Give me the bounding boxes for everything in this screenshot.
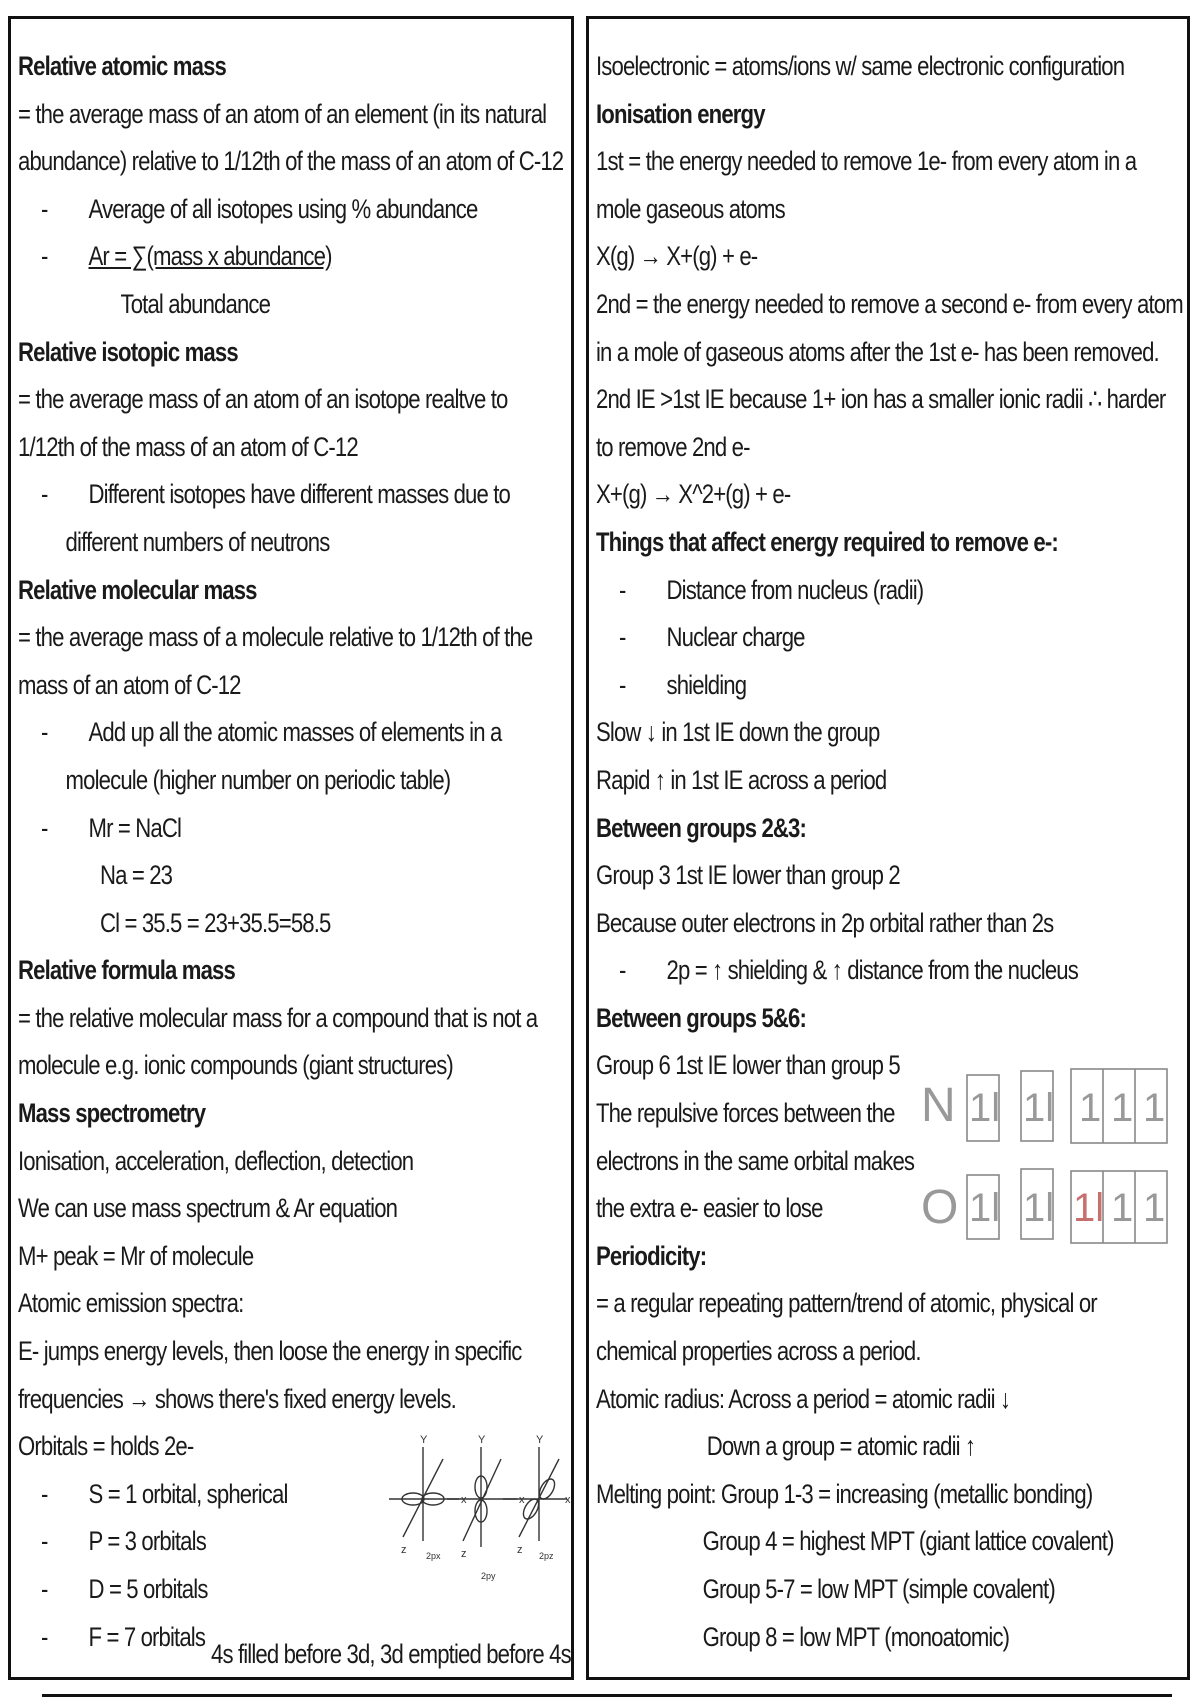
orbital-x-label: x: [461, 1494, 467, 1506]
line-text: shielding: [666, 669, 747, 700]
orbital-note: 4s filled before 3d, 3d emptied before 4s: [211, 1639, 571, 1669]
right-notes-content: [596, 43, 1183, 1661]
note-line: [596, 138, 1137, 186]
note-line: [18, 1042, 468, 1090]
line-text: = the relative molecular mass for a compound that is not a: [18, 1002, 538, 1033]
line-text: = the average mass of an atom of an isotope realtve to: [18, 384, 508, 415]
note-line: [596, 900, 1077, 948]
note-line: [596, 757, 1077, 805]
note-line: [18, 995, 538, 1043]
line-text: Slow ↓ in 1st IE down the group: [596, 717, 880, 748]
bullet-item: [596, 947, 1077, 995]
bullet-dash: -: [40, 717, 48, 748]
line-text: Periodicity:: [596, 1240, 707, 1271]
unpaired-electron: 1: [1111, 1186, 1134, 1230]
note-line: [18, 138, 564, 186]
line-text: Mass spectrometry: [18, 1098, 206, 1129]
bullet-item: [18, 709, 502, 757]
note-line: [18, 1280, 468, 1328]
section-heading: [596, 91, 1077, 139]
note-line: [596, 281, 1183, 329]
note-line: [596, 471, 1077, 519]
note-line: [18, 376, 508, 424]
line-text: Ionisation energy: [596, 98, 765, 129]
oxygen-label: O: [921, 1181, 959, 1234]
line-text: Group 5-7 = low MPT (simple covalent): [702, 1574, 1055, 1604]
line-text: Relative isotopic mass: [18, 336, 238, 367]
paired-electrons: 1l: [1023, 1086, 1055, 1130]
line-text: E- jumps energy levels, then loose the energy in specific: [18, 1336, 522, 1367]
bullet-dash: -: [40, 1574, 48, 1604]
note-line: [18, 1185, 468, 1233]
note-line: [18, 900, 468, 948]
note-line: [596, 1471, 1093, 1519]
section-heading: [596, 995, 1077, 1043]
line-text: Rapid ↑ in 1st IE across a period: [596, 764, 887, 795]
line-text: Atomic emission spectra:: [18, 1288, 244, 1319]
line-text: Group 3 1st IE lower than group 2: [596, 860, 900, 891]
bullet-item: [18, 471, 511, 519]
bullet-dash: -: [40, 812, 48, 843]
note-line: [18, 757, 468, 805]
line-text: F = 7 orbitals: [88, 1621, 206, 1652]
section-heading: [18, 329, 468, 377]
nitrogen-label: N: [921, 1079, 956, 1132]
bullet-dash: -: [40, 241, 48, 272]
line-text: = the average mass of an atom of an element (in its natural: [18, 98, 547, 129]
bullet-dash: -: [618, 622, 626, 653]
note-line: [596, 852, 1077, 900]
section-heading: [18, 1090, 468, 1138]
line-text: 1st = the energy needed to remove 1e- from every atom in a: [596, 146, 1137, 177]
line-text: molecule e.g. ionic compounds (giant structures): [18, 1050, 453, 1081]
line-text: molecule (higher number on periodic table): [65, 764, 451, 795]
line-text: Atomic radius: Across a period = atomic radii ↓: [596, 1383, 1011, 1414]
bullet-dash: -: [40, 1621, 48, 1652]
line-text: frequencies → shows there's fixed energy levels.: [18, 1383, 456, 1414]
line-text: Different isotopes have different masses due to: [88, 479, 511, 510]
line-text: Average of all isotopes using % abundance: [88, 193, 478, 224]
note-line: [18, 281, 468, 329]
orbital-y-label: Y: [420, 1434, 428, 1446]
line-text: D = 5 orbitals: [88, 1574, 208, 1604]
line-text: Because outer electrons in 2p orbital rather than 2s: [596, 907, 1054, 938]
line-text: Relative molecular mass: [18, 574, 257, 605]
note-line: [18, 1233, 468, 1281]
note-line: [18, 1376, 468, 1424]
line-text: Mr = NaCl: [88, 812, 182, 843]
bullet-item: [596, 614, 1077, 662]
paired-electrons: 1l: [969, 1086, 1001, 1130]
note-line: [18, 1328, 522, 1376]
line-text: Group 6 1st IE lower than group 5: [596, 1050, 900, 1081]
bullet-item: [596, 662, 1077, 710]
line-text: chemical properties across a period.: [596, 1336, 921, 1367]
note-line: [596, 329, 1159, 377]
note-line: [596, 233, 1077, 281]
line-text: Nuclear charge: [666, 622, 805, 653]
line-text: Relative atomic mass: [18, 51, 226, 81]
electron-box-diagram: [919, 1049, 1179, 1259]
orbital-y-label: Y: [478, 1434, 486, 1446]
line-text: the extra e- easier to lose: [596, 1193, 823, 1224]
line-text: 2p = ↑ shielding & ↑ distance from the nucleus: [666, 955, 1078, 986]
line-text: X(g) → X+(g) + e-: [596, 241, 758, 272]
bullet-item: [18, 186, 478, 234]
note-line: [18, 614, 533, 662]
paired-electrons: 1l: [1073, 1186, 1105, 1230]
line-text: Ionisation, acceleration, deflection, detection: [18, 1145, 414, 1176]
note-line: [18, 1138, 468, 1186]
unpaired-electron: 1: [1143, 1086, 1166, 1130]
line-text: Na = 23: [100, 860, 173, 891]
unpaired-electron: 1: [1111, 1086, 1134, 1130]
section-heading: [18, 43, 468, 91]
orbital-y-label: Y: [536, 1434, 544, 1446]
note-line: [596, 1566, 1077, 1614]
orbital-x-label: x: [519, 1494, 525, 1506]
orbital-z-label: z: [401, 1544, 407, 1556]
right-notes-panel: [586, 16, 1190, 1680]
line-text: different numbers of neutrons: [65, 526, 330, 557]
line-text: Distance from nucleus (radii): [666, 574, 924, 605]
line-text: Things that affect energy required to remove e-:: [596, 526, 1058, 557]
line-text: 2nd = the energy needed to remove a second e- from every atom: [596, 288, 1183, 319]
note-line: [596, 1328, 1077, 1376]
line-text: 2nd IE >1st IE because 1+ ion has a smaller ionic radii ∴ harder: [596, 384, 1166, 415]
unpaired-electron: 1: [1143, 1186, 1166, 1230]
line-text: X+(g) → X^2+(g) + e-: [596, 479, 791, 510]
line-text: Orbitals = holds 2e-: [18, 1431, 194, 1462]
unpaired-electron: 1: [1079, 1086, 1102, 1130]
bullet-dash: -: [40, 1526, 48, 1557]
note-line: [18, 91, 547, 139]
line-text: electrons in the same orbital makes: [596, 1145, 915, 1176]
line-text: = the average mass of a molecule relative to 1/12th of the: [18, 622, 533, 653]
orbital-2py-label: 2py: [481, 1571, 496, 1581]
line-text: mass of an atom of C-12: [18, 669, 241, 700]
bullet-dash: -: [618, 669, 626, 700]
line-text: to remove 2nd e-: [596, 431, 750, 462]
note-line: [18, 852, 468, 900]
line-text: Ar = ∑(mass x abundance): [88, 241, 332, 272]
bullet-dash: -: [40, 479, 48, 510]
note-line: [596, 186, 1077, 234]
orbital-x-label: x: [565, 1494, 571, 1506]
section-heading: [18, 947, 468, 995]
line-text: M+ peak = Mr of molecule: [18, 1240, 254, 1271]
line-text: We can use mass spectrum & Ar equation: [18, 1193, 398, 1224]
section-heading: [596, 805, 1077, 853]
note-line: [596, 424, 1077, 472]
note-line: [18, 424, 468, 472]
note-line: [596, 1376, 1077, 1424]
line-text: Group 8 = low MPT (monoatomic): [702, 1621, 1010, 1652]
note-line: [18, 662, 468, 710]
section-heading: [18, 567, 468, 615]
bullet-item: [18, 805, 468, 853]
orbital-z-label: z: [517, 1544, 523, 1556]
line-text: Group 4 = highest MPT (giant lattice covalent): [702, 1526, 1114, 1557]
line-text: abundance) relative to 1/12th of the mass of an atom of C-12: [18, 146, 564, 177]
line-text: S = 1 orbital, spherical: [88, 1478, 288, 1509]
paired-electrons: 1l: [969, 1186, 1001, 1230]
left-notes-panel: [8, 16, 574, 1680]
line-text: Isoelectronic = atoms/ions w/ same electronic configuration: [596, 51, 1125, 81]
line-text: P = 3 orbitals: [88, 1526, 206, 1557]
note-line: [596, 1614, 1077, 1662]
line-text: The repulsive forces between the: [596, 1098, 895, 1129]
bullet-dash: -: [40, 1478, 48, 1509]
line-text: 1/12th of the mass of an atom of C-12: [18, 431, 358, 462]
bullet-dash: -: [618, 955, 626, 986]
p-orbitals-sketch: [381, 1429, 573, 1599]
note-line: [596, 376, 1166, 424]
bullet-dash: -: [618, 574, 626, 605]
note-line: [18, 519, 468, 567]
line-text: Down a group = atomic radii ↑: [706, 1431, 976, 1462]
bullet-dash: -: [40, 193, 48, 224]
bullet-item: [18, 233, 468, 281]
orbital-z-label: z: [461, 1548, 467, 1560]
orbital-2px-label: 2px: [426, 1551, 441, 1561]
line-text: Between groups 2&3:: [596, 812, 807, 843]
line-text: = a regular repeating pattern/trend of atomic, physical or: [596, 1288, 1097, 1319]
section-heading: [596, 519, 1077, 567]
note-line: [596, 43, 1125, 91]
orbital-2pz-label: 2pz: [539, 1551, 554, 1561]
line-text: in a mole of gaseous atoms after the 1st e- has been removed.: [596, 336, 1159, 367]
line-text: Melting point: Group 1-3 = increasing (metallic bonding): [596, 1478, 1093, 1509]
bullet-item: [596, 567, 1077, 615]
bottom-rule: [42, 1694, 1172, 1697]
note-line: [596, 1423, 1077, 1471]
paired-electrons: 1l: [1023, 1186, 1055, 1230]
left-notes-content: [18, 43, 567, 1661]
line-text: Between groups 5&6:: [596, 1002, 807, 1033]
line-text: Relative formula mass: [18, 955, 235, 986]
line-text: mole gaseous atoms: [596, 193, 785, 224]
note-line: [596, 1280, 1097, 1328]
line-text: Cl = 35.5 = 23+35.5=58.5: [100, 907, 331, 938]
line-text: Total abundance: [120, 288, 271, 319]
note-line: [596, 1518, 1114, 1566]
note-line: [596, 709, 1077, 757]
line-text: Add up all the atomic masses of elements in a: [88, 717, 502, 748]
